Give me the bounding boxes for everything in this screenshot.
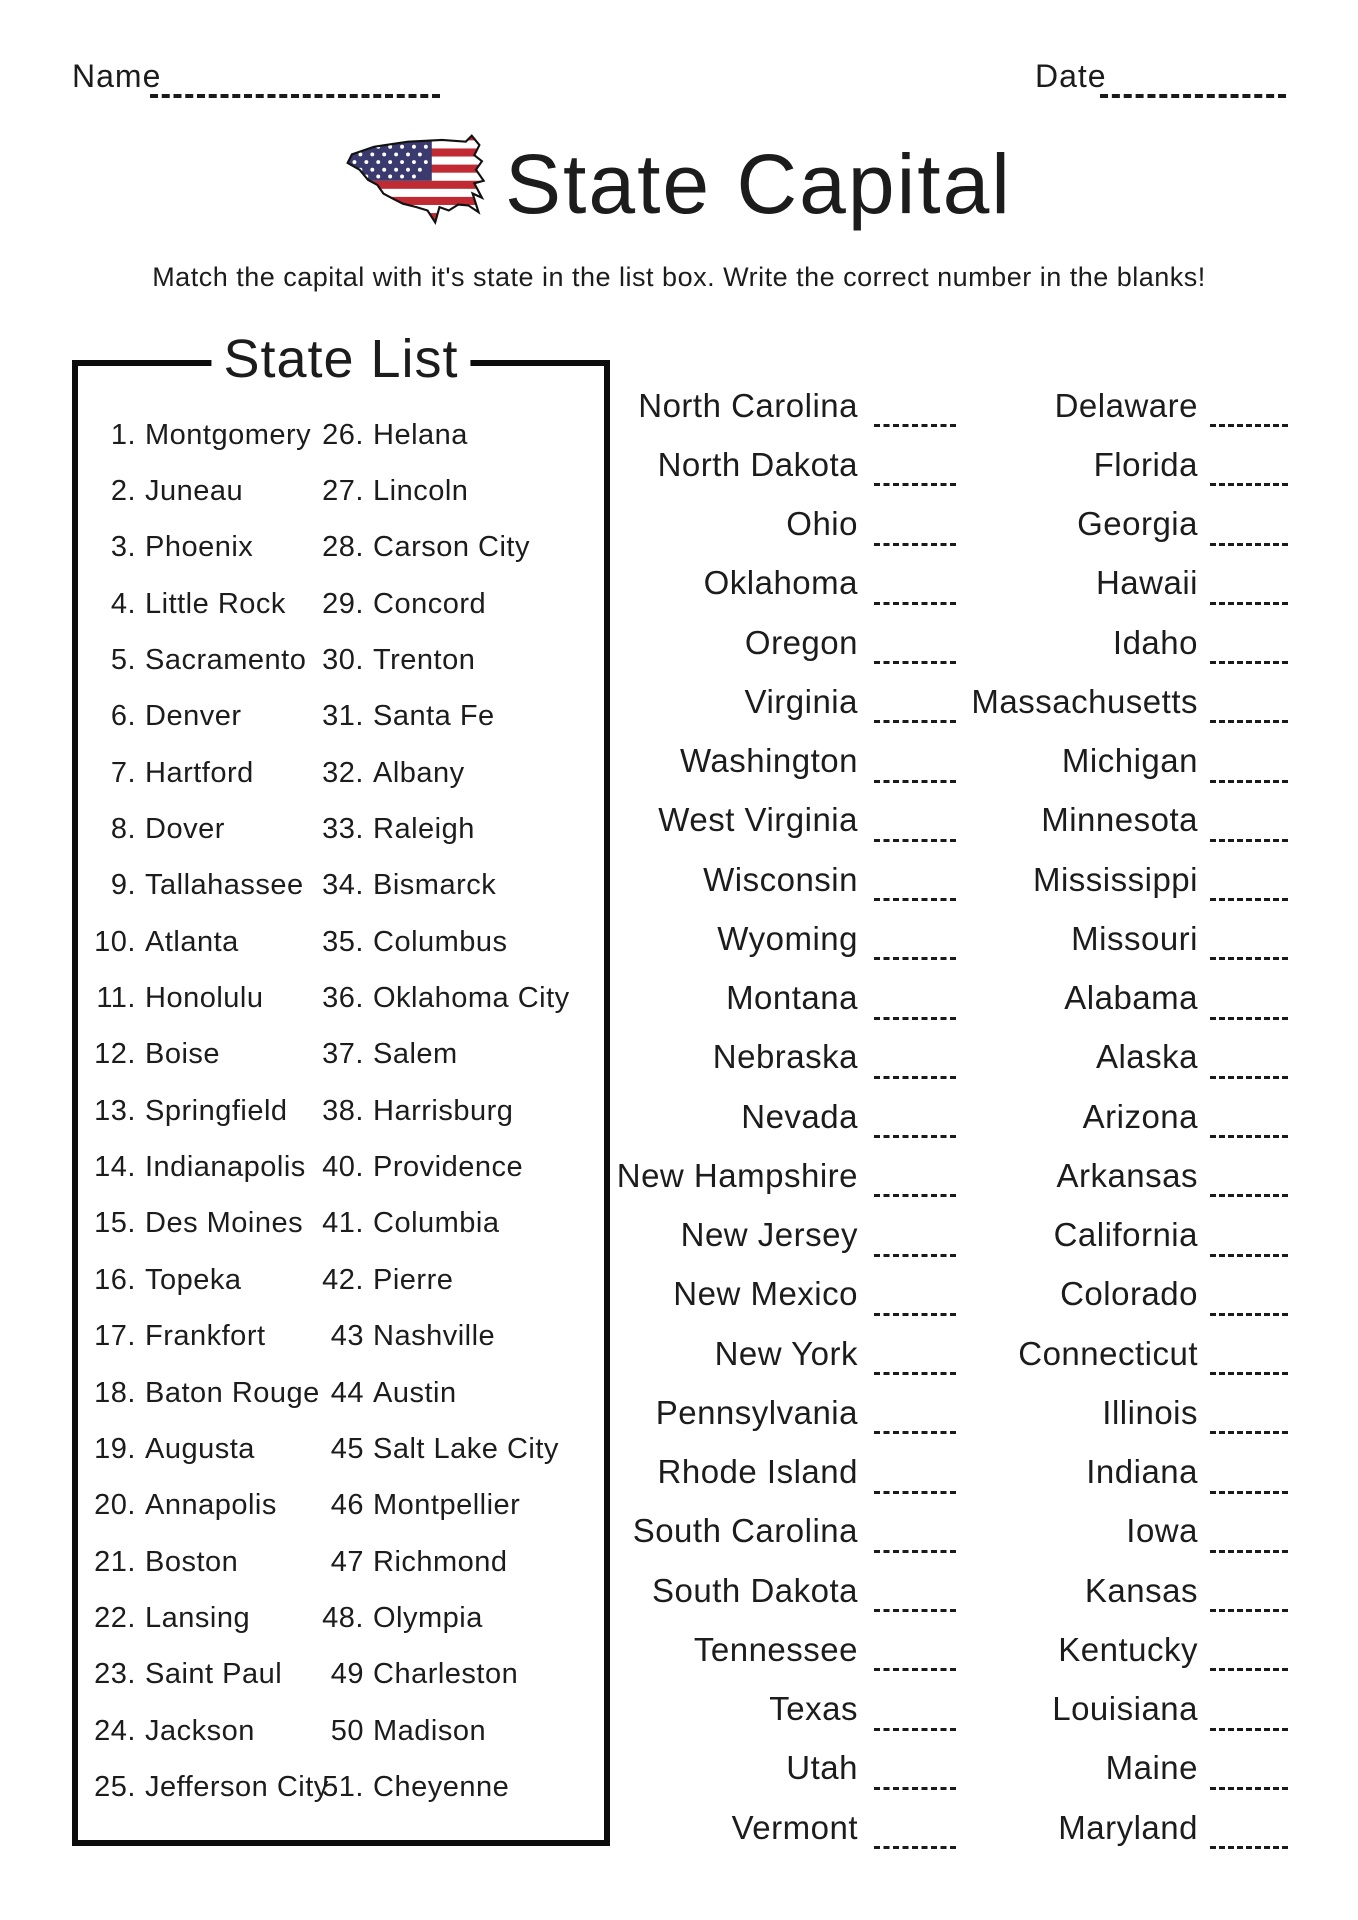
- capital-name: Salem: [373, 1038, 458, 1071]
- capital-name: Frankfort: [145, 1320, 266, 1353]
- state-match-row: [860, 1443, 1288, 1502]
- page-title: State Capital: [505, 137, 1012, 231]
- capital-item: [90, 463, 330, 519]
- capital-number: 16.: [94, 1263, 136, 1296]
- capital-item: [90, 689, 330, 745]
- state-match-row: [860, 495, 1288, 554]
- answer-blank[interactable]: [1210, 1820, 1288, 1849]
- state-name-label: Tennessee: [693, 1630, 858, 1668]
- state-name-label: Nebraska: [712, 1038, 858, 1076]
- state-name-label: Nevada: [741, 1097, 858, 1135]
- capital-number: 50: [330, 1714, 364, 1747]
- capital-number: 24.: [94, 1714, 136, 1747]
- capital-item: [90, 1309, 330, 1365]
- capital-name: Sacramento: [145, 644, 307, 677]
- state-name-label: Wisconsin: [703, 860, 858, 898]
- state-name-label: Georgia: [1077, 505, 1198, 543]
- name-label: Name: [72, 58, 162, 94]
- state-name-label: Wyoming: [717, 919, 858, 957]
- capital-number: 14.: [94, 1151, 136, 1184]
- capital-name: Trenton: [373, 644, 476, 677]
- capital-name: Columbia: [373, 1207, 500, 1240]
- state-match-row: [860, 672, 1288, 731]
- state-name-label: Montana: [726, 979, 858, 1017]
- answer-blank[interactable]: [1210, 1583, 1288, 1612]
- capital-item: [90, 1590, 330, 1646]
- capital-name: Springfield: [145, 1094, 288, 1127]
- capital-number: 10.: [94, 925, 136, 958]
- capital-item: [90, 1478, 330, 1534]
- capital-name: Providence: [373, 1151, 524, 1184]
- capital-number: 41.: [322, 1207, 364, 1240]
- capital-number: 47: [330, 1545, 364, 1578]
- state-name-label: South Carolina: [632, 1512, 858, 1550]
- answer-blank[interactable]: [1210, 813, 1288, 842]
- capital-name: Olympia: [373, 1601, 483, 1634]
- capital-number: 45: [330, 1432, 364, 1465]
- capital-number: 8.: [110, 813, 136, 846]
- capital-name: Richmond: [373, 1545, 508, 1578]
- state-name-label: New Hampshire: [616, 1156, 858, 1194]
- capital-item: [90, 914, 330, 970]
- capital-name: Jackson: [145, 1714, 255, 1747]
- state-match-row: [860, 613, 1288, 672]
- state-name-label: Louisiana: [1052, 1690, 1198, 1728]
- state-name-label: Pennsylvania: [655, 1393, 858, 1431]
- answer-blank[interactable]: [1210, 398, 1288, 427]
- capital-name: Pierre: [373, 1263, 454, 1296]
- capital-item: [90, 1252, 330, 1308]
- capital-name: Atlanta: [145, 925, 239, 958]
- state-name-label: Arkansas: [1056, 1156, 1198, 1194]
- capital-name: Harrisburg: [373, 1094, 514, 1127]
- state-name-label: Kansas: [1084, 1571, 1198, 1609]
- capital-name: Columbus: [373, 925, 508, 958]
- answer-blank[interactable]: [1210, 1465, 1288, 1494]
- answer-blank[interactable]: [1210, 991, 1288, 1020]
- capital-item: [90, 1534, 330, 1590]
- capital-name: Oklahoma City: [373, 982, 570, 1015]
- state-name-label: Iowa: [1126, 1512, 1198, 1550]
- capital-name: Salt Lake City: [373, 1432, 559, 1465]
- state-name-label: Hawaii: [1095, 564, 1198, 602]
- capital-name: Dover: [145, 813, 225, 846]
- capital-number: 38.: [322, 1094, 364, 1127]
- capital-item: [90, 745, 330, 801]
- capital-number: 11.: [96, 982, 136, 1015]
- capital-name: Denver: [145, 700, 242, 733]
- state-match-row: [860, 909, 1288, 968]
- capital-name: Saint Paul: [145, 1658, 283, 1691]
- capital-name: Lansing: [145, 1601, 251, 1634]
- state-match-row: [860, 435, 1288, 494]
- capital-item: [90, 632, 330, 688]
- capital-number: 15.: [94, 1207, 136, 1240]
- capital-number: 29.: [322, 587, 364, 620]
- state-name-label: Ohio: [786, 505, 858, 543]
- state-name-label: Rhode Island: [657, 1453, 858, 1491]
- capital-number: 12.: [94, 1038, 136, 1071]
- capital-name: Little Rock: [145, 587, 286, 620]
- capital-number: 7.: [110, 756, 136, 789]
- state-match-row: [860, 969, 1288, 1028]
- state-name-label: Indiana: [1086, 1453, 1198, 1491]
- state-name-label: Utah: [786, 1749, 858, 1787]
- answer-blank[interactable]: [1210, 1287, 1288, 1316]
- capital-list-left: [90, 407, 330, 1816]
- state-name-label: Colorado: [1060, 1275, 1198, 1313]
- state-match-row: [860, 1620, 1288, 1679]
- answer-blank[interactable]: [1210, 1405, 1288, 1434]
- capital-number: 21.: [94, 1545, 136, 1578]
- capital-name: Raleigh: [373, 813, 475, 846]
- capital-item: [90, 1139, 330, 1195]
- state-name-label: North Dakota: [657, 445, 858, 483]
- capital-number: 33.: [322, 813, 364, 846]
- capital-name: Austin: [373, 1376, 457, 1409]
- state-name-label: Missouri: [1071, 919, 1198, 957]
- usa-flag-map-icon: [340, 130, 510, 240]
- capital-number: 23.: [94, 1658, 136, 1691]
- capital-number: 31.: [322, 700, 364, 733]
- capital-number: 20.: [94, 1489, 136, 1522]
- state-name-label: Washington: [679, 742, 858, 780]
- capital-item: [90, 407, 330, 463]
- capital-name: Indianapolis: [145, 1151, 306, 1184]
- capital-name: Jefferson City: [145, 1770, 329, 1803]
- state-name-label: North Carolina: [638, 386, 858, 424]
- capital-name: Topeka: [145, 1263, 242, 1296]
- capital-item: [90, 801, 330, 857]
- capital-name: Phoenix: [145, 531, 254, 564]
- capital-name: Cheyenne: [373, 1770, 510, 1803]
- state-list-title: State List: [211, 328, 470, 390]
- state-match-row: [860, 1146, 1288, 1205]
- capital-name: Santa Fe: [373, 700, 495, 733]
- capital-number: 5.: [110, 644, 136, 677]
- capital-item: [90, 1647, 330, 1703]
- state-match-row: [860, 1798, 1288, 1857]
- capital-number: 18.: [94, 1376, 136, 1409]
- date-blank-line[interactable]: [1100, 64, 1286, 98]
- capital-number: 4.: [110, 587, 136, 620]
- answer-blank[interactable]: [1210, 1702, 1288, 1731]
- capital-number: 42.: [322, 1263, 364, 1296]
- state-name-label: Maryland: [1058, 1808, 1198, 1846]
- state-name-label: Michigan: [1061, 742, 1198, 780]
- answer-blank[interactable]: [1210, 1109, 1288, 1138]
- capital-item: [90, 1196, 330, 1252]
- capital-number: 13.: [94, 1094, 136, 1127]
- capital-name: Tallahassee: [145, 869, 304, 902]
- capital-name: Boston: [145, 1545, 239, 1578]
- capital-name: Nashville: [373, 1320, 496, 1353]
- answer-blank[interactable]: [1210, 931, 1288, 960]
- capital-item: [90, 1365, 330, 1421]
- capital-name: Montpellier: [373, 1489, 521, 1522]
- name-blank-line[interactable]: [150, 64, 440, 98]
- state-name-label: Oregon: [744, 623, 858, 661]
- capital-number: 34.: [322, 869, 364, 902]
- capital-number: 25.: [94, 1770, 136, 1803]
- state-match-row: [860, 1028, 1288, 1087]
- capital-item: [90, 576, 330, 632]
- capital-name: Boise: [145, 1038, 221, 1071]
- state-name-label: Connecticut: [1018, 1334, 1198, 1372]
- capital-number: 6.: [110, 700, 136, 733]
- capital-number: 43: [330, 1320, 364, 1353]
- state-name-label: Mississippi: [1032, 860, 1198, 898]
- state-name-label: Kentucky: [1058, 1630, 1198, 1668]
- answer-blank[interactable]: [1210, 1524, 1288, 1553]
- state-name-label: New York: [714, 1334, 858, 1372]
- capital-number: 48.: [322, 1601, 364, 1634]
- capital-item: [90, 1703, 330, 1759]
- state-match-row: [860, 1087, 1288, 1146]
- capital-name: Juneau: [145, 475, 244, 508]
- capital-number: 17.: [94, 1320, 136, 1353]
- state-match-row: [860, 554, 1288, 613]
- capital-number: 28.: [322, 531, 364, 564]
- answer-blank[interactable]: [1210, 872, 1288, 901]
- state-name-label: Massachusetts: [971, 682, 1198, 720]
- capital-number: 3.: [110, 531, 136, 564]
- answer-blank[interactable]: [1210, 694, 1288, 723]
- state-name-label: Minnesota: [1041, 801, 1198, 839]
- instructions-text: Match the capital with it's state in the list box. Write the correct number in the blanks!: [152, 262, 1206, 292]
- capital-number: 40.: [322, 1151, 364, 1184]
- capital-number: 35.: [322, 925, 364, 958]
- state-name-label: Alabama: [1064, 979, 1198, 1017]
- capital-item: [90, 1027, 330, 1083]
- capital-number: 30.: [322, 644, 364, 677]
- state-match-row: [860, 1739, 1288, 1798]
- state-name-label: Texas: [769, 1690, 858, 1728]
- state-match-row: [860, 732, 1288, 791]
- state-name-label: West Virginia: [658, 801, 858, 839]
- capital-number: 51.: [322, 1770, 364, 1803]
- capital-number: 32.: [322, 756, 364, 789]
- state-name-label: Idaho: [1112, 623, 1198, 661]
- capital-number: 9.: [110, 869, 136, 902]
- state-name-label: Virginia: [744, 682, 858, 720]
- answer-blank[interactable]: [1210, 754, 1288, 783]
- state-match-row: [860, 1206, 1288, 1265]
- capital-name: Albany: [373, 756, 465, 789]
- state-match-row: [860, 1680, 1288, 1739]
- state-name-label: Illinois: [1102, 1393, 1198, 1431]
- state-name-label: Oklahoma: [703, 564, 858, 602]
- answer-blank[interactable]: [1210, 457, 1288, 486]
- capital-name: Lincoln: [373, 475, 469, 508]
- answer-blank[interactable]: [1210, 1168, 1288, 1197]
- answer-blank[interactable]: [1210, 1346, 1288, 1375]
- capital-item: [90, 1421, 330, 1477]
- state-name-label: Maine: [1105, 1749, 1198, 1787]
- answer-blank[interactable]: [1210, 1228, 1288, 1257]
- capital-name: Madison: [373, 1714, 487, 1747]
- capital-item: [90, 858, 330, 914]
- capital-item: [90, 970, 330, 1026]
- state-name-label: Arizona: [1082, 1097, 1198, 1135]
- answer-blank[interactable]: [1210, 517, 1288, 546]
- answer-blank[interactable]: [1210, 1050, 1288, 1079]
- answer-blank[interactable]: [1210, 635, 1288, 664]
- answer-blank[interactable]: [1210, 1642, 1288, 1671]
- state-match-row: [860, 850, 1288, 909]
- capital-name: Des Moines: [145, 1207, 304, 1240]
- capital-item: [90, 520, 330, 576]
- date-label: Date: [1035, 58, 1107, 94]
- state-match-row: [860, 1502, 1288, 1561]
- capital-item: [90, 1083, 330, 1139]
- capital-item: [90, 1759, 330, 1815]
- capital-number: 26.: [322, 418, 364, 451]
- capital-number: 2.: [110, 475, 136, 508]
- match-column-2: [860, 376, 1288, 1857]
- state-name-label: Alaska: [1095, 1038, 1198, 1076]
- state-name-label: California: [1053, 1216, 1198, 1254]
- capital-number: 36.: [322, 982, 364, 1015]
- capital-number: 22.: [94, 1601, 136, 1634]
- state-match-row: [860, 1383, 1288, 1442]
- capital-number: 37.: [322, 1038, 364, 1071]
- capital-name: Honolulu: [145, 982, 264, 1015]
- state-match-row: [860, 1561, 1288, 1620]
- capital-number: 44: [330, 1376, 364, 1409]
- state-name-label: South Dakota: [652, 1571, 858, 1609]
- state-name-label: Florida: [1093, 445, 1198, 483]
- capital-name: Charleston: [373, 1658, 519, 1691]
- capital-name: Montgomery: [145, 418, 312, 451]
- capital-number: 49: [330, 1658, 364, 1691]
- capital-name: Concord: [373, 587, 487, 620]
- answer-blank[interactable]: [1210, 1761, 1288, 1790]
- capital-name: Carson City: [373, 531, 530, 564]
- capital-name: Annapolis: [145, 1489, 277, 1522]
- capital-number: 27.: [322, 475, 364, 508]
- capital-number: 46: [330, 1489, 364, 1522]
- capital-name: Helana: [373, 418, 468, 451]
- state-match-row: [860, 376, 1288, 435]
- answer-blank[interactable]: [1210, 576, 1288, 605]
- capital-name: Bismarck: [373, 869, 497, 902]
- capital-number: 19.: [94, 1432, 136, 1465]
- state-name-label: New Mexico: [673, 1275, 858, 1313]
- capital-name: Augusta: [145, 1432, 255, 1465]
- capital-number: 1.: [110, 418, 136, 451]
- state-name-label: Vermont: [731, 1808, 858, 1846]
- state-match-row: [860, 1265, 1288, 1324]
- capital-name: Baton Rouge: [145, 1376, 320, 1409]
- state-match-row: [860, 791, 1288, 850]
- state-name-label: New Jersey: [680, 1216, 858, 1254]
- state-match-row: [860, 1324, 1288, 1383]
- state-name-label: Delaware: [1054, 386, 1198, 424]
- capital-name: Hartford: [145, 756, 254, 789]
